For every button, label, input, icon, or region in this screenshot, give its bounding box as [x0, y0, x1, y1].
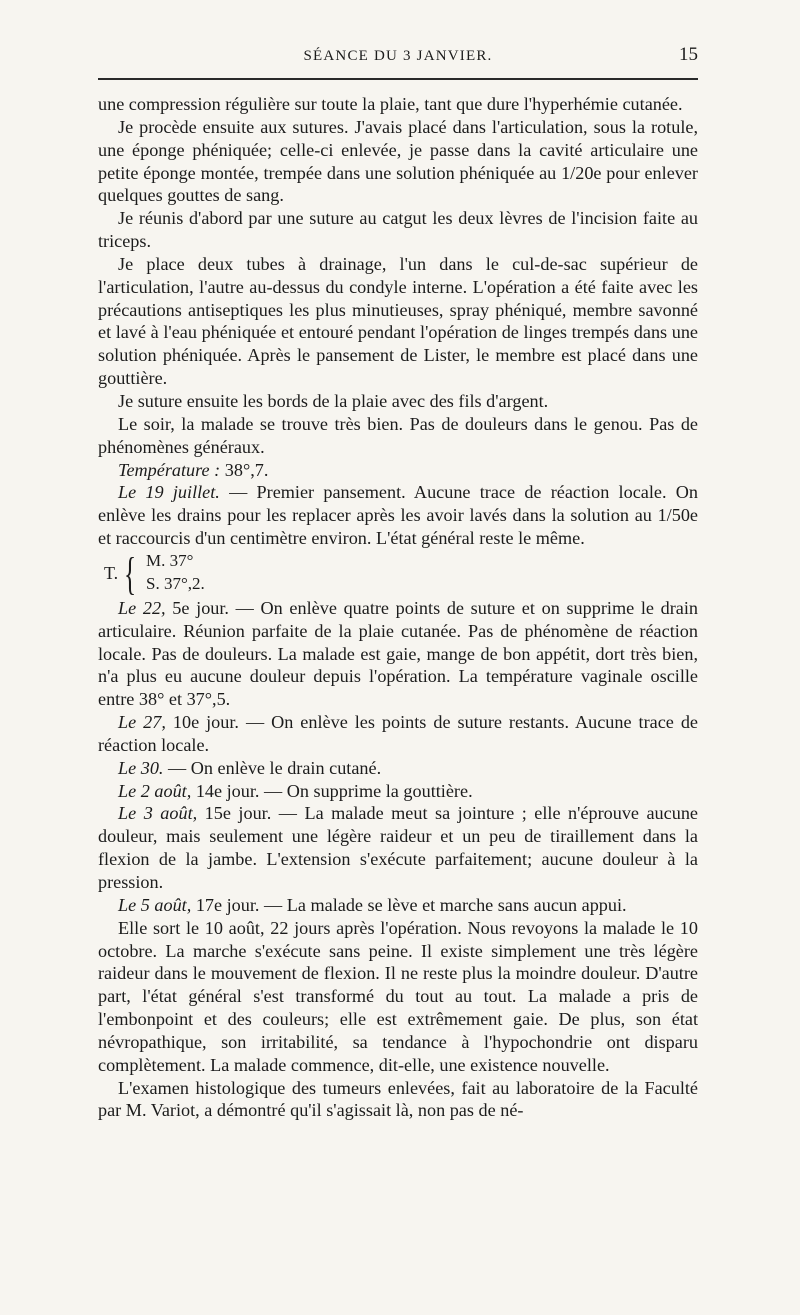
paragraph: Je réunis d'abord par une suture au catgut les deux lèvres de l'incision faite au triceps. [98, 208, 698, 252]
evening-temperature: S. 37°,2. [146, 573, 205, 593]
paragraph: L'examen histologique des tumeurs enlevées, fait au laboratoire de la Faculté par M. Variot, a démontré qu'il s'agissait là, non pas de né- [98, 1077, 698, 1121]
entry-text: 5e jour. — On enlève quatre points de suture et on supprime le drain articulaire. Réunion parfaite de la plaie cutanée. Pas de phénomène de réaction locale. Pas de douleurs. La malade est gaie, mange de bon appétit, dort très bien, n'a plus eu aucune douleur depuis l'opération. La température vaginale oscille entre 38° et 37°,5. [98, 597, 699, 710]
entry-paragraph [98, 711, 698, 757]
temperature-value: 38°,7. [224, 459, 269, 480]
entry-paragraph [98, 481, 698, 550]
body-text [98, 93, 698, 1122]
header-title: SÉANCE DU 3 JANVIER. [303, 48, 493, 64]
paragraph: une compression régulière sur toute la plaie, tant que dure l'hyperhémie cutanée. [98, 94, 683, 114]
paragraph: Je place deux tubes à drainage, l'un dans le cul-de-sac supérieur de l'articulation, l'autre au-dessus du condyle interne. L'opération a été faite avec les précautions antiseptiques les plus minutieuses, spray phéniqué, membre savonné et lavé à l'eau phéniquée et entouré pendant l'opération de linges trempés dans une solution phéniquée. Après le pansement de Lister, le membre est placé dans une gouttière. [98, 253, 698, 389]
entry-text: 15e jour. — La malade meut sa jointure ; elle n'éprouve aucune douleur, mais seulement une légère raideur et un peu de tiraillement dans la flexion de la jambe. L'extension s'exécute parfaitement; aucune douleur à la pression. [98, 803, 698, 892]
entry-text: 10e jour. — On enlève les points de suture restants. Aucune trace de réaction locale. [98, 712, 699, 755]
entry-paragraph [98, 597, 698, 711]
temperature-label: Température : [118, 459, 221, 480]
entry-paragraph [98, 802, 698, 893]
temperature-block-label: T. [104, 562, 119, 583]
entry-text: 14e jour. — On supprime la gouttière. [195, 780, 473, 801]
entry-text: — On enlève le drain cutané. [168, 757, 382, 778]
entry-date: Le 19 juillet. [118, 482, 220, 503]
header-rule [98, 78, 698, 80]
paragraph: Elle sort le 10 août, 22 jours après l'opération. Nous revoyons la malade le 10 octobre. La marche s'exécute sans peine. Il existe simplement une très légère raideur dans le mouvement de flexion. Il ne reste plus la moindre douleur. D'autre part, l'état général s'est transformé du tout au tout. La malade a pris de l'embonpoint et des couleurs; elle est extrêmement gaie. De plus, son état névropathique, son irritabilité, sa tendance à l'hypochondrie ont disparu complètement. La malade commence, dit-elle, une existence nouvelle. [98, 917, 698, 1075]
entry-date: Le 30. [118, 757, 164, 778]
entry-date: Le 2 août, [118, 780, 192, 801]
entry-paragraph [98, 780, 698, 803]
paragraph: Le soir, la malade se trouve très bien. Pas de douleurs dans le genou. Pas de phénomènes généraux. [98, 413, 698, 457]
entry-paragraph [98, 894, 698, 917]
temperature-block [104, 547, 698, 599]
paragraph: Je procède ensuite aux sutures. J'avais placé dans l'articulation, sous la rotule, une éponge phéniquée; celle-ci enlevée, je passe dans la cavité articulaire une petite éponge montée, trempée dans une solution phéniquée au 1/20e pour enlever quelques gouttes de sang. [98, 116, 698, 206]
morning-temperature: M. 37° [146, 550, 194, 570]
entry-date: Le 22, [118, 597, 166, 618]
entry-text: — Premier pansement. Aucune trace de réaction locale. On enlève les drains pour les replacer après les avoir lavés dans la solution au 1/50e et raccourcis d'un centimètre environ. L'état général reste le même. [98, 482, 698, 549]
entry-date: Le 3 août, [118, 803, 198, 824]
entry-text: 17e jour. — La malade se lève et marche sans aucun appui. [195, 894, 627, 915]
entry-date: Le 27, [118, 712, 166, 733]
temperature-line [98, 459, 698, 482]
running-header [98, 44, 698, 74]
paragraph: Je suture ensuite les bords de la plaie avec des fils d'argent. [118, 390, 549, 411]
entry-paragraph [98, 757, 698, 780]
entry-date: Le 5 août, [118, 894, 192, 915]
brace: { [124, 547, 137, 599]
page-number: 15 [679, 44, 698, 65]
